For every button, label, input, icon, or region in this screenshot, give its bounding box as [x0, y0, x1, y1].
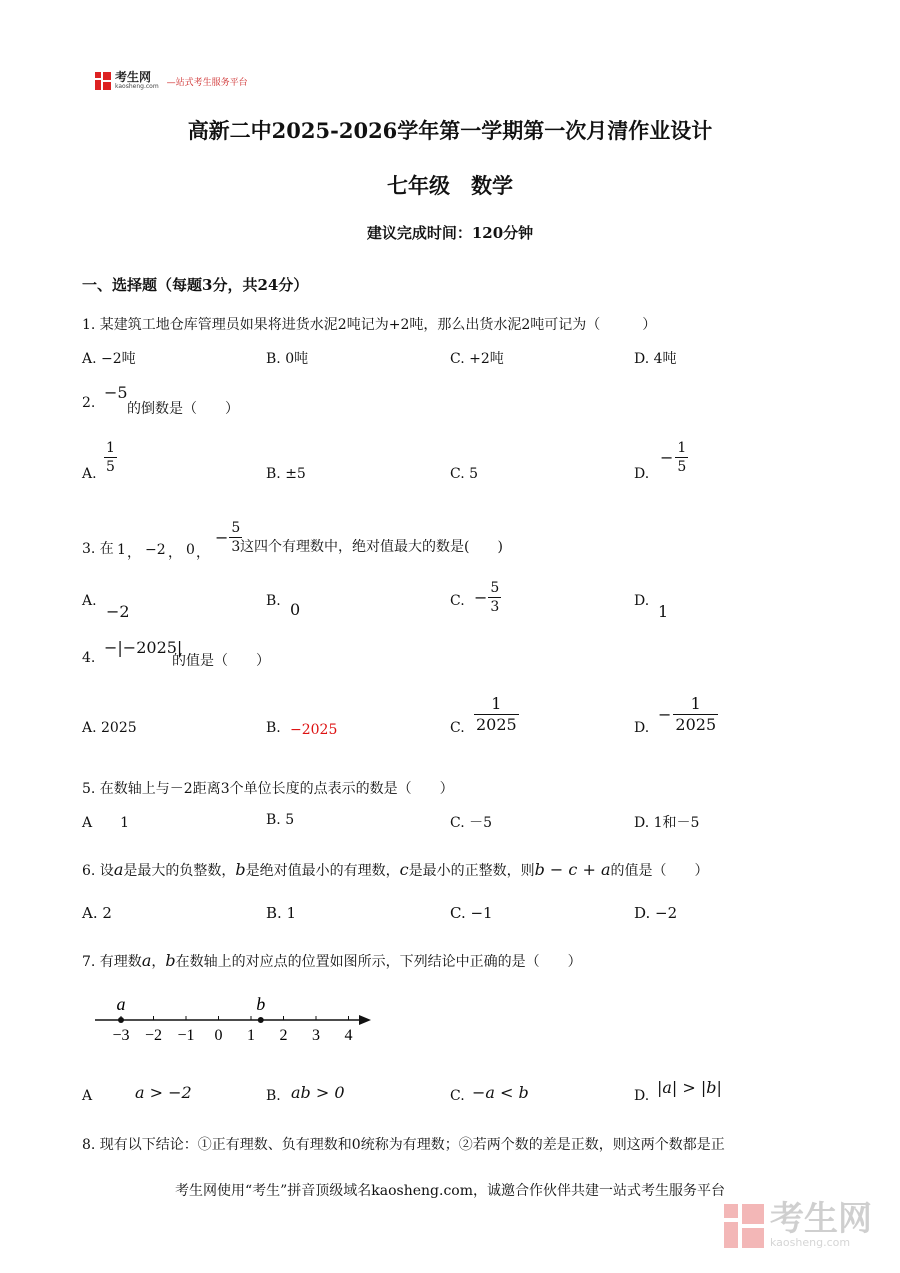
question-4-option-d-label: D.	[634, 720, 650, 736]
question-2-option-b: B. ±5	[266, 466, 306, 482]
stem-math: a	[113, 860, 124, 879]
question-4-option-c-label: C.	[450, 720, 465, 736]
question-4-option-d-fraction	[658, 695, 718, 734]
question-3-option-d-label: D.	[634, 593, 650, 609]
watermark-logo-icon	[724, 1204, 764, 1248]
brand-domain: kaosheng.com	[115, 83, 159, 90]
question-3-option-d-value: 1	[658, 602, 669, 621]
fraction-denominator: 5	[677, 459, 687, 475]
time-note: 建议完成时间：120分钟	[366, 224, 534, 242]
question-4-text: 的值是（ ）	[172, 653, 270, 669]
question-1-option-d: D. 4吨	[634, 351, 677, 367]
question-2-option-a-fraction	[104, 440, 117, 475]
stem-math: a	[141, 951, 152, 970]
stem-text: 是最小的正整数，则	[408, 863, 535, 879]
question-1-option-b: B. 0吨	[266, 351, 309, 367]
question-8-stem: 8. 现有以下结论：①正有理数、负有理数和0统称为有理数；②若两个数的差是正数，则这两个数都是正	[82, 1137, 725, 1153]
question-3-option-c-fraction	[474, 580, 501, 615]
brand-slogan: —站式考生服务平台	[166, 77, 248, 88]
question-3-option-c-label: C.	[450, 593, 465, 609]
fraction-sign: −	[660, 448, 674, 467]
number-line-tick-label: 0	[214, 1027, 223, 1044]
question-7-option-d-expr: |a| > |b|	[657, 1078, 722, 1097]
number-line-tick-label: 3	[312, 1027, 320, 1044]
question-6-option-c: C. −1	[450, 904, 493, 922]
number-line-tick-label: −3	[112, 1027, 130, 1044]
question-3-option-b-label: B.	[266, 593, 281, 609]
question-3-option-b-value: 0	[290, 600, 301, 619]
number-line-tick-label: 2	[279, 1027, 288, 1044]
brand-logo-icon	[95, 72, 111, 90]
page-title: 高新二中2025-2026学年第一学期第一次月清作业设计	[187, 118, 713, 143]
question-4-math: −|−2025|	[104, 638, 183, 657]
fraction-denominator: 3	[231, 539, 241, 555]
question-3-comma: ，	[168, 545, 182, 561]
fraction-numerator: 1	[491, 694, 502, 713]
question-5-option-b: B. 5	[266, 812, 295, 828]
stem-math: c	[399, 860, 409, 879]
question-5-option-a: A 1	[82, 815, 130, 831]
fraction-numerator: 5	[231, 520, 241, 536]
brand-logo	[95, 72, 248, 90]
question-2-option-a-label: A.	[82, 466, 97, 482]
question-3-num-1: 1	[117, 542, 126, 558]
watermark-text: 考生网	[770, 1199, 872, 1239]
question-7-stem	[82, 951, 582, 971]
stem-text: 的值是（ ）	[610, 863, 709, 879]
question-4-option-c-fraction	[474, 695, 519, 734]
question-2-option-d-fraction	[660, 440, 688, 475]
fraction-sign: −	[474, 588, 488, 607]
question-2-text: 的倒数是（ ）	[127, 401, 239, 417]
stem-math: b	[235, 860, 246, 879]
fraction-sign: −	[658, 705, 672, 724]
question-3-num-3: 0	[186, 542, 195, 558]
question-3-number: 3. 在	[82, 541, 114, 557]
fraction-numerator: 1	[677, 440, 687, 456]
question-3-comma: ，	[196, 545, 210, 561]
question-4-option-b-label: B.	[266, 720, 281, 736]
question-4-number: 4.	[82, 650, 96, 666]
page-subtitle: 七年级 数学	[387, 173, 513, 198]
question-5-option-d: D. 1和－5	[634, 815, 700, 831]
question-2-math: −5	[104, 383, 128, 402]
fraction-numerator: 1	[106, 440, 115, 456]
section-heading: 一、选择题（每题3分，共24分）	[82, 276, 309, 294]
page-footer: 考生网使用“考生”拼音顶级域名kaosheng.com，诚邀合作伙伴共建一站式考生服务平台	[174, 1183, 726, 1199]
question-3-text: 这四个有理数中，绝对值最大的数是( )	[240, 539, 503, 555]
question-7-option-a-expr: a > −2	[135, 1083, 192, 1102]
question-1-option-a: A. −2吨	[82, 351, 136, 367]
question-2-option-d-label: D.	[634, 466, 650, 482]
question-1-stem: 1. 某建筑工地仓库管理员如果将进货水泥2吨记为+2吨，那么出货水泥2吨可记为（ ）	[82, 317, 657, 333]
question-4-option-a: A. 2025	[82, 720, 137, 736]
question-4-option-b-value: −2025	[290, 722, 338, 738]
stem-text: 是最大的负整数，	[123, 863, 236, 879]
point-b-marker	[258, 1017, 264, 1023]
question-7-option-b-label: B.	[266, 1088, 281, 1104]
point-a-marker	[118, 1017, 124, 1023]
question-5-stem: 5. 在数轴上与－2距离3个单位长度的点表示的数是（ ）	[82, 781, 454, 797]
number-line	[85, 990, 385, 1050]
stem-text: 在数轴上的对应点的位置如图所示，下列结论中正确的是（ ）	[175, 954, 582, 970]
watermark	[724, 1199, 872, 1249]
question-6-option-d: D. −2	[634, 904, 678, 922]
question-7-option-d-label: D.	[634, 1088, 650, 1104]
fraction-denominator: 2025	[476, 715, 517, 734]
question-7-option-c-expr: −a < b	[472, 1083, 529, 1102]
stem-math: b − c + a	[534, 860, 611, 879]
question-3-comma: ，	[127, 545, 141, 561]
question-7-option-a-label: A	[82, 1088, 93, 1104]
stem-text: 是绝对值最小的有理数，	[245, 863, 400, 879]
stem-math: b	[165, 951, 176, 970]
fraction-numerator: 5	[490, 580, 500, 596]
number-line-tick-label: 4	[344, 1027, 353, 1044]
watermark-domain: kaosheng.com	[770, 1236, 851, 1249]
question-3-fraction	[215, 520, 242, 555]
question-3-option-a-label: A.	[82, 593, 97, 609]
stem-text: ，	[151, 954, 166, 970]
fraction-denominator: 3	[490, 599, 500, 615]
number-line-tick-label: −2	[144, 1027, 163, 1044]
question-3-option-a-value: −2	[106, 602, 130, 621]
fraction-denominator: 2025	[675, 715, 717, 734]
number-line-tick-label: 1	[247, 1027, 255, 1044]
fraction-sign: −	[215, 528, 229, 547]
point-a-label: a	[116, 994, 126, 1014]
number-line-arrow	[359, 1015, 371, 1025]
stem-text: 6. 设	[82, 863, 114, 879]
question-6-option-a: A. 2	[82, 904, 112, 922]
question-7-option-b-expr: ab > 0	[291, 1083, 345, 1102]
question-2-option-c: C. 5	[450, 466, 479, 482]
number-line-tick-label: −1	[177, 1027, 195, 1044]
question-5-option-c: C. －5	[450, 815, 493, 831]
stem-text: 7. 有理数	[82, 954, 142, 970]
question-6-stem	[82, 860, 708, 880]
question-6-option-b: B. 1	[266, 904, 297, 922]
question-1-option-c: C. +2吨	[450, 351, 504, 367]
question-3-num-2: −2	[145, 542, 166, 558]
fraction-numerator: 1	[690, 694, 701, 713]
fraction-denominator: 5	[106, 459, 115, 475]
question-7-option-c-label: C.	[450, 1088, 465, 1104]
brand-name: 考生网	[115, 70, 152, 84]
question-2-number: 2.	[82, 395, 96, 411]
point-b-label: b	[256, 994, 266, 1014]
